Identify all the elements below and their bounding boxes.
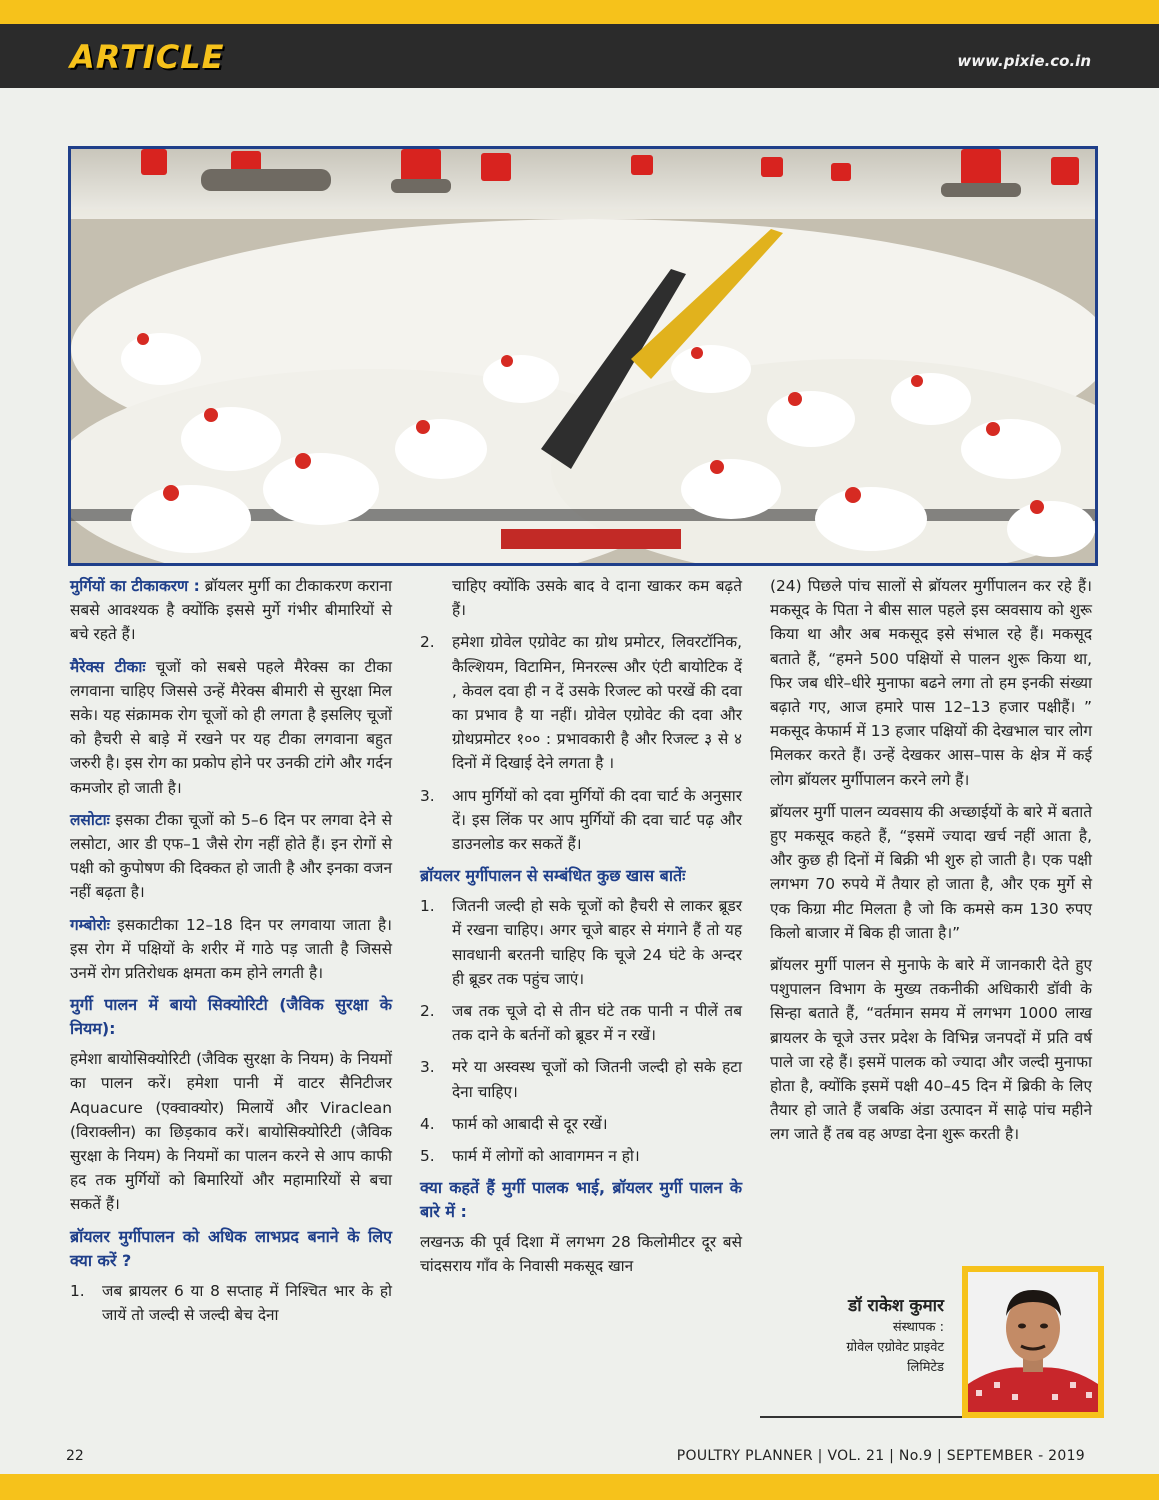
list-special-points [420,894,742,1168]
paragraph-biosecurity: हमेशा बायोसिक्योरिटी (जैविक सुरक्षा के नियम) के नियमों का पालन करें। हमेशा पानी में वाटर सैनिटीजर Aquacure (एक्वाक्योर) मिलायें और Viraclean (विराक्लीन) का छिड़काव करें। बायोसिक्योरिटी (जैविक सुरक्षा के नियम) के नियमों का पालन करने से आप काफी हद तक मुर्गियों को बिमारियों और महामारियों से बचा सकतें हैं। [70,1050,392,1214]
list-number: 5. [420,1147,435,1166]
text-gumboro: इसकाटीका 12–18 दिन पर लगवाया जाता है। इस रोग में पक्षियों के शरीर में गाठे पड़ जाती है जिससे उनमें रोग प्रतिरोधक क्षमता कम होने लगती है। [70,915,392,983]
list-item [420,630,742,775]
heading-profitable: ब्रॉयलर मुर्गीपालन को अधिक लाभप्रद बनाने के लिए क्या करें ? [70,1226,392,1270]
list-item [420,1144,742,1168]
list-continuation: चाहिए क्योंकि उसके बाद वे दाना खाकर कम बढ़ते हैं। [452,577,742,620]
list-number: 3. [420,786,435,805]
column-1 [70,574,392,1335]
subhead-vaccination: मुर्गियों का टीकाकरण : [70,577,200,595]
list-number: 1. [420,897,435,916]
author-box [760,1266,1104,1418]
website-url[interactable]: www.pixie.co.in [957,52,1091,70]
subhead-gumboro: गम्बोरोः [70,915,110,934]
list-item [420,999,742,1047]
paragraph-maqsood-intro: लखनऊ की पूर्व दिशा में लगभग 28 किलोमीटर दूर बसे चांदसराय गाँव के निवासी मकसूद खान [420,1233,742,1276]
subhead-lasota: लसोटाः [70,810,110,829]
bottom-yellow-stripe [0,1474,1159,1500]
column-2 [420,574,742,1287]
list-profitable [70,1279,392,1327]
list-number: 2. [420,1002,435,1021]
list-profitable-cont [420,630,742,856]
page-footer [0,1440,1159,1474]
heading-farmers-say: क्या कहतें हैं मुर्गी पालक भाई, ब्रॉयलर मुर्गी पालन के बारे में : [420,1178,742,1222]
list-text: मरे या अस्वस्थ चूजों को जितनी जल्दी हो सके हटा देना चाहिए। [452,1058,742,1101]
list-number: 4. [420,1114,435,1133]
list-number: 1. [70,1281,85,1300]
paragraph-vaccination [70,574,392,647]
paragraph-maqsood: (24) पिछले पांच सालों से ब्रॉयलर मुर्गीपालन कर रहे हैं। मकसूद के पिता ने बीस साल पहले इस व्सवसाय को शुरू किया था और अब मकसूद इसे संभाल रहे हैं। मकसूद बताते हैं, “हमने 500 पक्षियों से पालन शुरू किया था, फिर जब धीरे–धीरे मुनाफा बढने लगा तो हम इनकी संख्या बढ़ाते गए, आज हमारे पास 12–13 हजार पक्षीहैं। ” मकसूद केफार्म में 13 हजार पक्षियों की देखभाल चार लोग मिलकर करते हैं। उन्हें देखकर आस–पास के क्षेत्र में कई लोग ब्रॉयलर मुर्गीपालन करने लगे हैं। [770,577,1092,789]
list-text: जितनी जल्दी हो सके चूजों को हैचरी से लाकर ब्रूडर में रखना चाहिए। अगर चूजे बाहर से मंगाने हैं तो यह सावधानी बरतनी चाहिए कि चूजे 24 घंटे के अन्दर ही ब्रूडर तक पहुंच जाएं। [452,897,742,988]
author-details [846,1296,944,1378]
page-number: 22 [66,1448,84,1464]
author-company-line2: लिमिटेड [907,1360,944,1375]
magazine-info: POULTRY PLANNER | VOL. 21 | No.9 | SEPTEMBER - 2019 [676,1448,1085,1464]
list-text: आप मुर्गियों को दवा मुर्गियों की दवा चार्ट के अनुसार दें। इस लिंक पर आप मुर्गियों की दवा चार्ट पढ़ और डाउनलोड कर सकतें हैं। [452,786,742,854]
text-mareks: चूजों को सबसे पहले मैरेक्स का टीका लगवाना चाहिए जिससे उन्हें मैरेक्स बीमारी से सुरक्षा मिल सके। यह संक्रामक रोग चूजों को ही लगता है इसलिए चूजों को हैचरी से बाड़े में रखने पर यह टीका लगवाना बहुत जरुरी है। इस रोग का प्रकोप होने पर उनकी टांगे और गर्दन कमजोर हो जाती है। [70,657,393,797]
author-company-line1: ग्रोवेल एग्रोवेट प्राइवेट [846,1340,944,1355]
paragraph-gumboro [70,913,392,986]
paragraph-officer: ब्रॉयलर मुर्गी पालन से मुनाफे के बारे में जानकारी देते हुए पशुपालन विभाग के मुख्य तकनीकी अधिकारी डॉवी के सिन्हा बताते हैं, “वर्तमान समय में लगभग 1000 लाख ब्रायलर के चूजे उत्तर प्रदेश के विभिन्न जनपदों में प्रति वर्ष पाले जा रहे हैं। इसमें पालक को ज्यादा और जल्दी मुनाफा होता है, क्योंकि इसमें पक्षी 40–45 दिन में ब्रिकी के लिए तैयार हो जाते हैं जबकि अंडा उत्पादन में साढ़े पांच महीने लग जाते हैं तब वह अण्डा देना शुरू करती है। [770,956,1092,1144]
column-3 [770,574,1092,1155]
list-text: फार्म में लोगों को आवागमन न हो। [452,1147,640,1166]
author-photo [962,1266,1104,1418]
paragraph-lasota [70,808,392,905]
list-item [420,1055,742,1103]
text-vaccination: ब्रॉयलर मुर्गी का टीकाकरण कराना सबसे आवश्यक है क्योंकि इससे मुर्गे गंभीर बीमारियों से बचे रहते हैं। [70,577,392,644]
page-header [0,24,1159,88]
text-lasota: इसका टीका चूजों को 5–6 दिन पर लगवा देने से लसोटा, आर डी एफ–1 जैसे रोग नहीं होते हैं। इन रोगों से पक्षी को कुपोषण की दिक्कत हो जाती है और इनका वजन नहीं बढ़ता है। [70,810,392,902]
top-yellow-stripe [0,0,1159,24]
list-item [420,784,742,857]
list-text: फार्म को आबादी से दूर रखें। [452,1114,608,1133]
paragraph-mareks [70,655,392,800]
list-item [420,894,742,991]
list-text: जब तक चूजे दो से तीन घंटे तक पानी न पीलें तब तक दाने के बर्तनों को ब्रूडर में न रखें। [452,1002,742,1045]
list-text: हमेशा ग्रोवेल एग्रोवेट का ग्रोथ प्रमोटर, लिवरटॉनिक, कैल्शियम, विटामिन, मिनरल्स और एंटी बायोटिक दें , केवल दवा ही न दें उसके रिजल्ट को परखें की दवा का प्रभाव है या नहीं। ग्रोवेल एग्रोवेट की दवा और ग्रोथप्रमोटर १०० : प्रभावकारी है और रिजल्ट ३ से ४ दिनों में दिखाई देने लगता है । [452,633,742,773]
paragraph-benefits: ब्रॉयलर मुर्गी पालन व्यवसाय की अच्छाईयों के बारे में बताते हुए मकसूद कहते हैं, “इसमें ज्यादा खर्च नहीं आता है, और कुछ ही दिनों में बिक्री भी शुरु हो जाती है। एक पक्षी लगभग 70 रुपये में तैयार हो जाता है, और एक मुर्गे से एक किग्रा मीट मिलता है जो कि कमसे कम 130 रुपए किलो बाजार में बिक ही जाता है।” [770,802,1092,942]
list-number: 2. [420,633,435,652]
list-text: जब ब्रायलर 6 या 8 सप्ताह में निश्चित भार के हो जायें तो जल्दी से जल्दी बेच देना [102,1281,392,1324]
list-number: 3. [420,1058,435,1077]
subhead-mareks: मैरेक्स टीकाः [70,657,146,676]
list-item [420,1112,742,1136]
author-name: डॉ राकेश कुमार [848,1296,944,1316]
list-item [70,1279,392,1327]
poultry-farm-photo [68,146,1098,566]
author-role: संस्थापक : [892,1320,944,1335]
heading-special-points: ब्रॉयलर मुर्गीपालन से सम्बंधित कुछ खास बातेंः [420,866,686,886]
section-title: ARTICLE [70,38,225,76]
heading-biosecurity: मुर्गी पालन में बायो सिक्योरिटी (जैविक सुरक्षा के नियम): [70,995,392,1039]
